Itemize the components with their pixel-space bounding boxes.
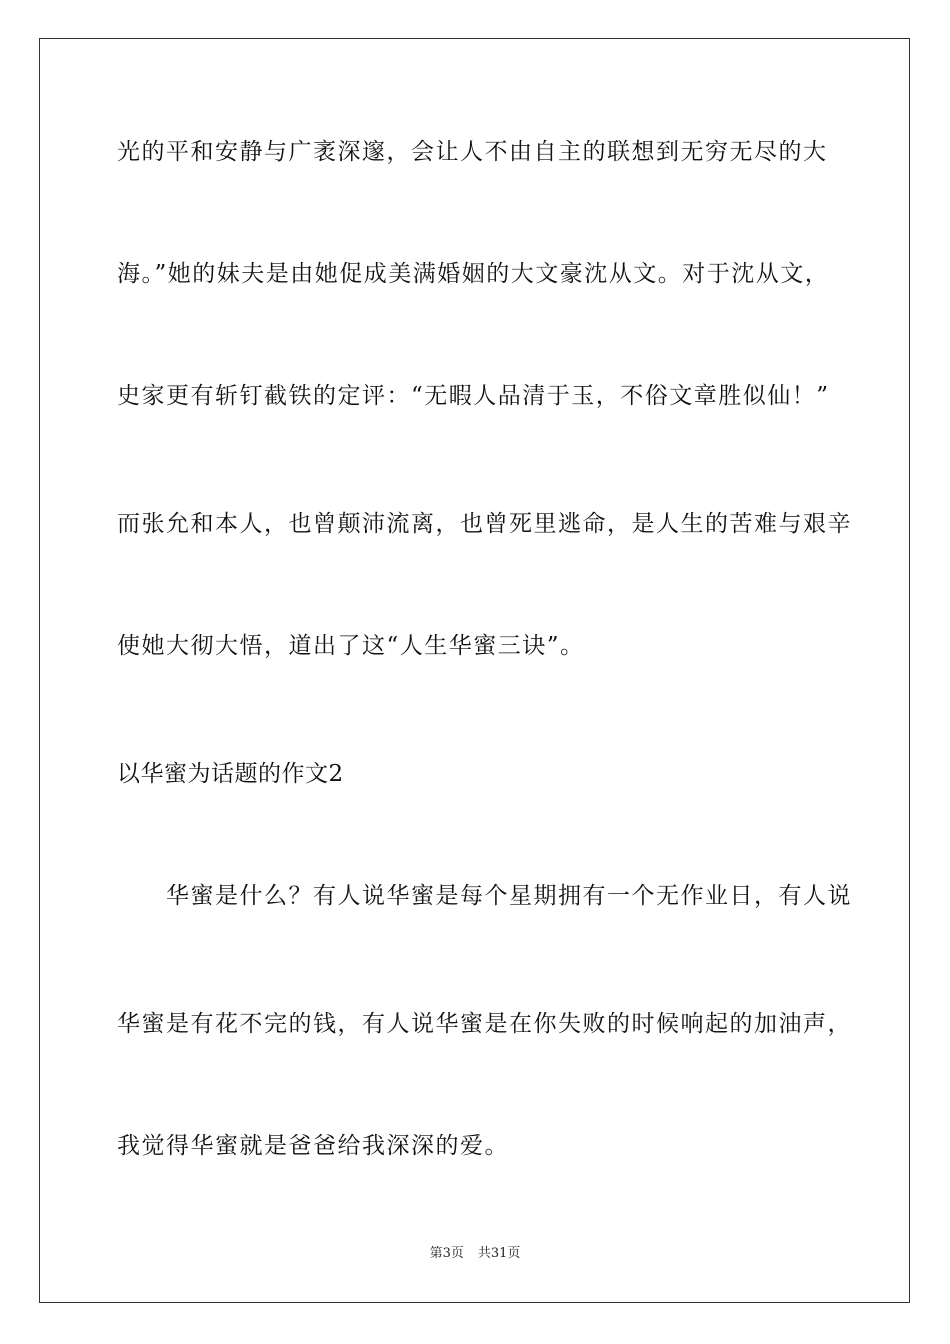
text-line-1: 光的平和安静与广袤深邃，会让人不由自主的联想到无穷无尽的大 xyxy=(117,139,828,165)
page-footer xyxy=(0,1245,950,1263)
text-line-3: 史家更有斩钉截铁的定评：“无暇人品清于玉，不俗文章胜似仙！” xyxy=(117,383,830,409)
text-line-5: 使她大彻大悟，道出了这“人生华蜜三诀”。 xyxy=(117,633,585,659)
paragraph-line-2: 华蜜是有花不完的钱，有人说华蜜是在你失败的时候响起的加油声， xyxy=(117,1011,852,1037)
text-line-2: 海。”她的妹夫是由她促成美满婚姻的大文豪沈从文。对于沈从文， xyxy=(117,261,830,287)
section-heading: 以华蜜为话题的作文2 xyxy=(117,761,344,787)
page-total: 共31页 xyxy=(477,1246,521,1261)
page-border xyxy=(39,38,910,1303)
page-number: 第3页 xyxy=(429,1246,464,1261)
text-line-4: 而张允和本人，也曾颠沛流离，也曾死里逃命，是人生的苦难与艰辛 xyxy=(117,511,852,537)
paragraph-line-3: 我觉得华蜜就是爸爸给我深深的爱。 xyxy=(117,1133,509,1159)
paragraph-line-1: 华蜜是什么？有人说华蜜是每个星期拥有一个无作业日，有人说 xyxy=(117,883,852,909)
